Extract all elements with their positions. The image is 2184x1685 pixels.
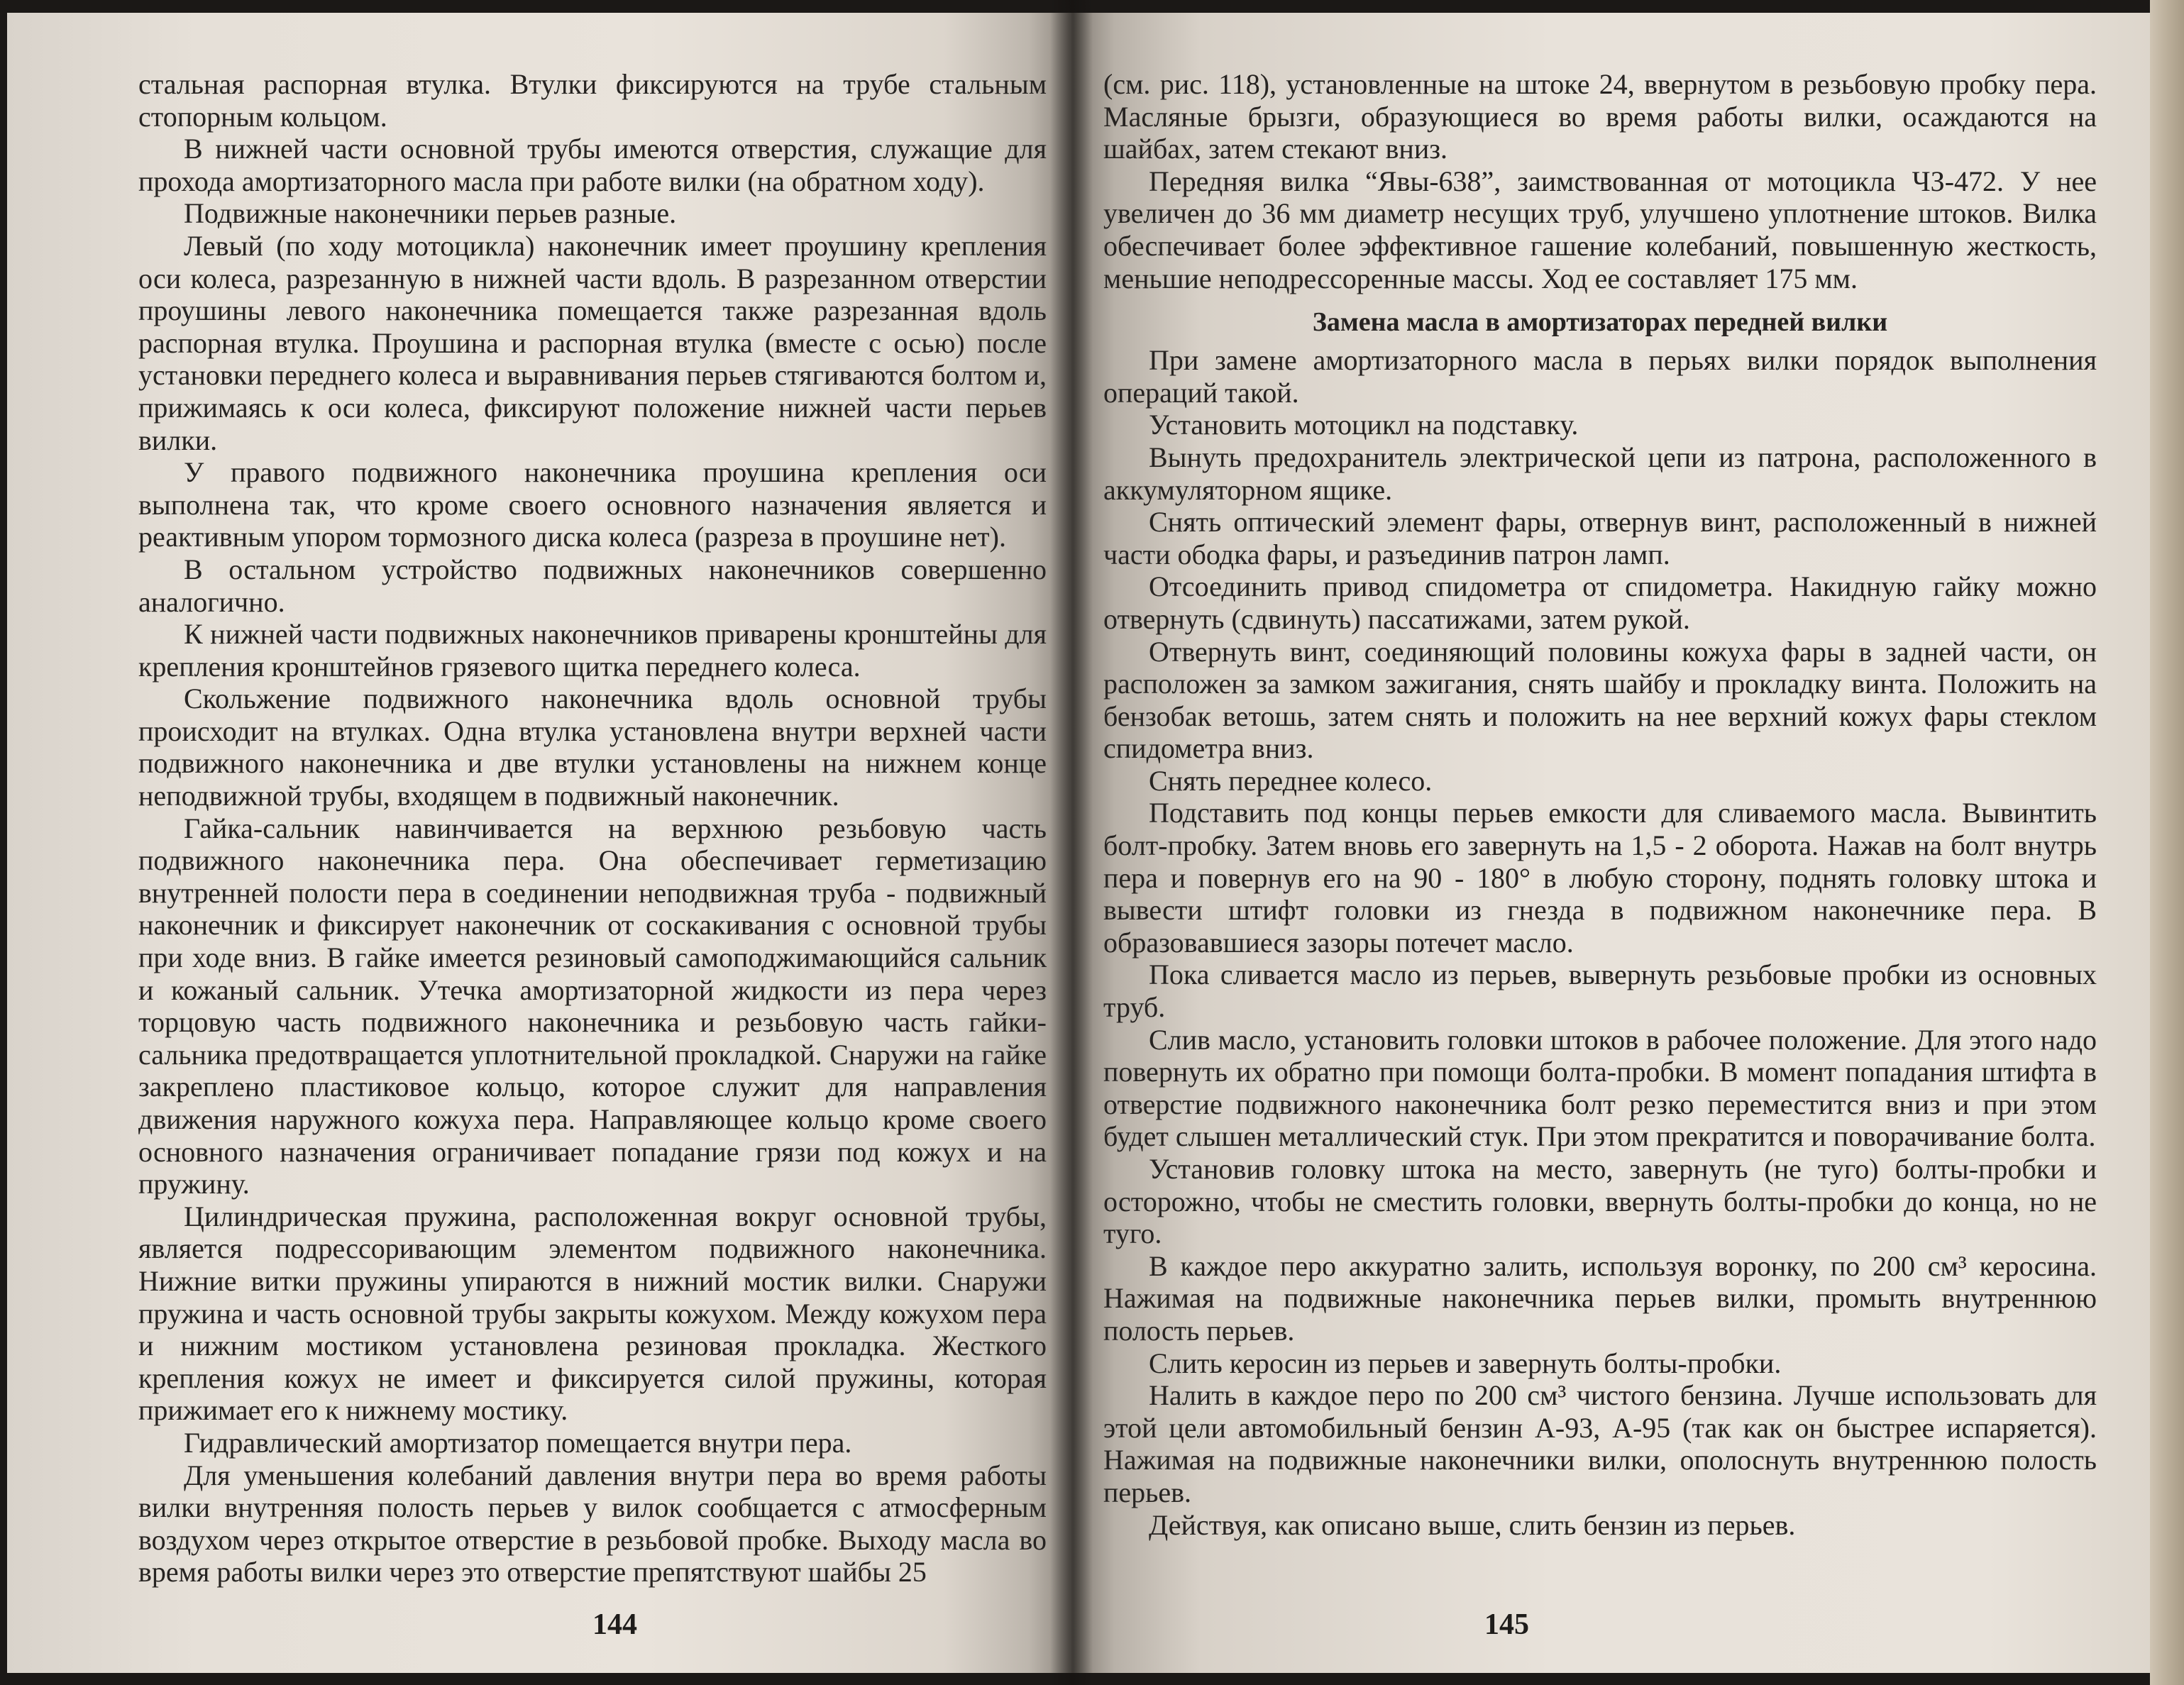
paragraph: К нижней части подвижных наконечников приварены кронштейны для крепления кронштейнов грязевого щитка переднего колеса. (138, 618, 1047, 683)
paragraph: В остальном устройство подвижных наконечников совершенно аналогично. (138, 553, 1047, 618)
left-page (7, 13, 1071, 1673)
page-number: 145 (1484, 1608, 1529, 1641)
paragraph: Передняя вилка “Явы-638”, заимствованная от мотоцикла ЧЗ-472. У нее увеличен до 36 мм диаметр несущих труб, улучшено уплотнение штоков. Вилка обеспечивает более эффективное гашение колебаний, повышенную жесткость, меньшие неподрессоренные массы. Ход ее составляет 175 мм. (1103, 165, 2097, 294)
left-page-text (138, 68, 1047, 1589)
paragraph: Действуя, как описано выше, слить бензин из перьев. (1149, 1508, 1796, 1541)
book-gutter (1050, 0, 1093, 1685)
paragraph: Вынуть предохранитель электрической цепи из патрона, расположенного в аккумуляторном ящике. (1103, 441, 2097, 506)
paragraph: Гидравлический амортизатор помещается внутри пера. (184, 1426, 852, 1459)
paragraph: Для уменьшения колебаний давления внутри пера во время работы вилки внутренняя полость перьев у вилок сообщается с атмосферным воздухом через открытое отверстие в резьбовой пробке. Выходу масла во время работы вилки через это отверстие препятствуют шайбы 25 (138, 1459, 1047, 1589)
paragraph: У правого подвижного наконечника проушина крепления оси выполнена так, что кроме своего основного назначения является и реактивным упором тормозного диска колеса (разреза в проушине нет). (138, 456, 1047, 553)
paragraph: В каждое перо аккуратно залить, используя воронку, по 200 см³ керосина. Нажимая на подвижные наконечника перьев вилки, промыть внутреннюю полость перьев. (1103, 1249, 2097, 1347)
paragraph: Снять оптический элемент фары, отвернув винт, расположенный в нижней части ободка фары, и разъединив патрон ламп. (1103, 506, 2097, 570)
paragraph: При замене амортизаторного масла в перьях вилки порядок выполнения операций такой. (1103, 344, 2097, 409)
paragraph: Пока сливается масло из перьев, вывернуть резьбовые пробки из основных труб. (1103, 958, 2097, 1024)
paragraph: Слить керосин из перьев и завернуть болты-пробки. (1149, 1347, 1782, 1379)
paragraph: Скольжение подвижного наконечника вдоль основной трубы происходит на втулках. Одна втулка установлена внутри верхней части подвижного наконечника и две втулки установлены на нижнем конце неподвижной трубы, входящем в подвижный наконечник. (138, 683, 1047, 812)
paragraph: В нижней части основной трубы имеются отверстия, служащие для прохода амортизаторного масла при работе вилки (на обратном ходу). (138, 133, 1047, 197)
paragraph: (см. рис. 118), установленные на штоке 24, ввернутом в резьбовую пробку пера. Масляные брызги, образующиеся во время работы вилки, осаждаются на шайбах, затем стекают вниз. (1103, 68, 2097, 165)
right-page (1071, 13, 2150, 1673)
page-number: 144 (592, 1608, 637, 1641)
paragraph: Цилиндрическая пружина, расположенная вокруг основной трубы, является подрессоривающим элементом подвижного наконечника. Нижние витки пружины упираются в нижний мостик вилки. Снаружи пружина и часть основной трубы закрыты кожухом. Между кожухом пера и нижним мостиком установлена резиновая прокладка. Жесткого крепления кожух не имеет и фиксируется силой пружины, которая прижимает его к нижнему мостику. (138, 1200, 1047, 1427)
paragraph: Снять переднее колесо. (1149, 764, 1433, 797)
paragraph: Отсоединить привод спидометра от спидометра. Накидную гайку можно отвернуть (сдвинуть) пассатижами, затем рукой. (1103, 570, 2097, 635)
paragraph: Установив головку штока на место, завернуть (не туго) болты-пробки и осторожно, чтобы не сместить головки, ввернуть болты-пробки до конца, но не туго. (1103, 1153, 2097, 1250)
paragraph: Левый (по ходу мотоцикла) наконечник имеет проушину крепления оси колеса, разрезанную в нижней части вдоль. В разрезанном отверстии проушины левого наконечника помещается также разрезанная вдоль распорная втулка. Проушина и распорная втулка (вместе с осью) после установки переднего колеса и выравнивания перьев стягиваются болтом и, прижимаясь к оси колеса, фиксируют положение нижней части перьев вилки. (138, 229, 1047, 456)
paragraph: Отвернуть винт, соединяющий половины кожуха фары в задней части, он расположен за замком зажигания, снять шайбу и прокладку винта. Положить на бензобак ветошь, затем снять и положить на нее верхний кожух фары стеклом спидометра вниз. (1103, 635, 2097, 765)
paragraph: Слив масло, установить головки штоков в рабочее положение. Для этого надо повернуть их обратно при помощи болта-пробки. В момент попадания штифта в отверстие подвижного наконечника болт резко переместится вниз и при этом будет слышен металлический стук. При этом прекратится и поворачивание болта. (1103, 1023, 2097, 1153)
paragraph: Налить в каждое перо по 200 см³ чистого бензина. Лучше использовать для этой цели автомобильный бензин А-93, А-95 (так как он быстрее испаряется). Нажимая на подвижные наконечники вилки, ополоснуть внутреннюю полость перьев. (1103, 1379, 2097, 1508)
page-edges (2150, 0, 2184, 1685)
paragraph: стальная распорная втулка. Втулки фиксируются на трубе стальным стопорным кольцом. (138, 68, 1047, 133)
paragraph: Гайка-сальник навинчивается на верхнюю резьбовую часть подвижного наконечника пера. Она обеспечивает герметизацию внутренней полости пера в соединении неподвижная труба - подвижный наконечник и фиксирует наконечник от соскакивания с основной трубы при ходе вниз. В гайке имеется резиновый самоподжимающийся сальник и кожаный сальник. Утечка амортизаторной жидкости из пера через торцовую часть подвижного наконечника и резьбовую часть гайки-сальника предотвращается уплотнительной прокладкой. Снаружи на гайке закреплено пластиковое кольцо, которое служит для направления движения наружного кожуха пера. Направляющее кольцо кроме своего основного назначения ограничивает попадание грязи под кожух и на пружину. (138, 812, 1047, 1200)
paragraph: Подвижные наконечники перьев разные. (184, 197, 677, 230)
section-heading: Замена масла в амортизаторах передней вилки (1312, 307, 1888, 338)
right-page-text (1103, 68, 2097, 1541)
paragraph: Установить мотоцикл на подставку. (1149, 409, 1579, 441)
paragraph: Подставить под концы перьев емкости для сливаемого масла. Вывинтить болт-пробку. Затем вновь его завернуть на 1,5 - 2 оборота. Нажав на болт внутрь пера и повернув его на 90 - 180° в любую сторону, поднять головку штока и вывести штифт головки из гнезда в подвижном наконечнике пера. В образовавшиеся зазоры потечет масло. (1103, 797, 2097, 958)
